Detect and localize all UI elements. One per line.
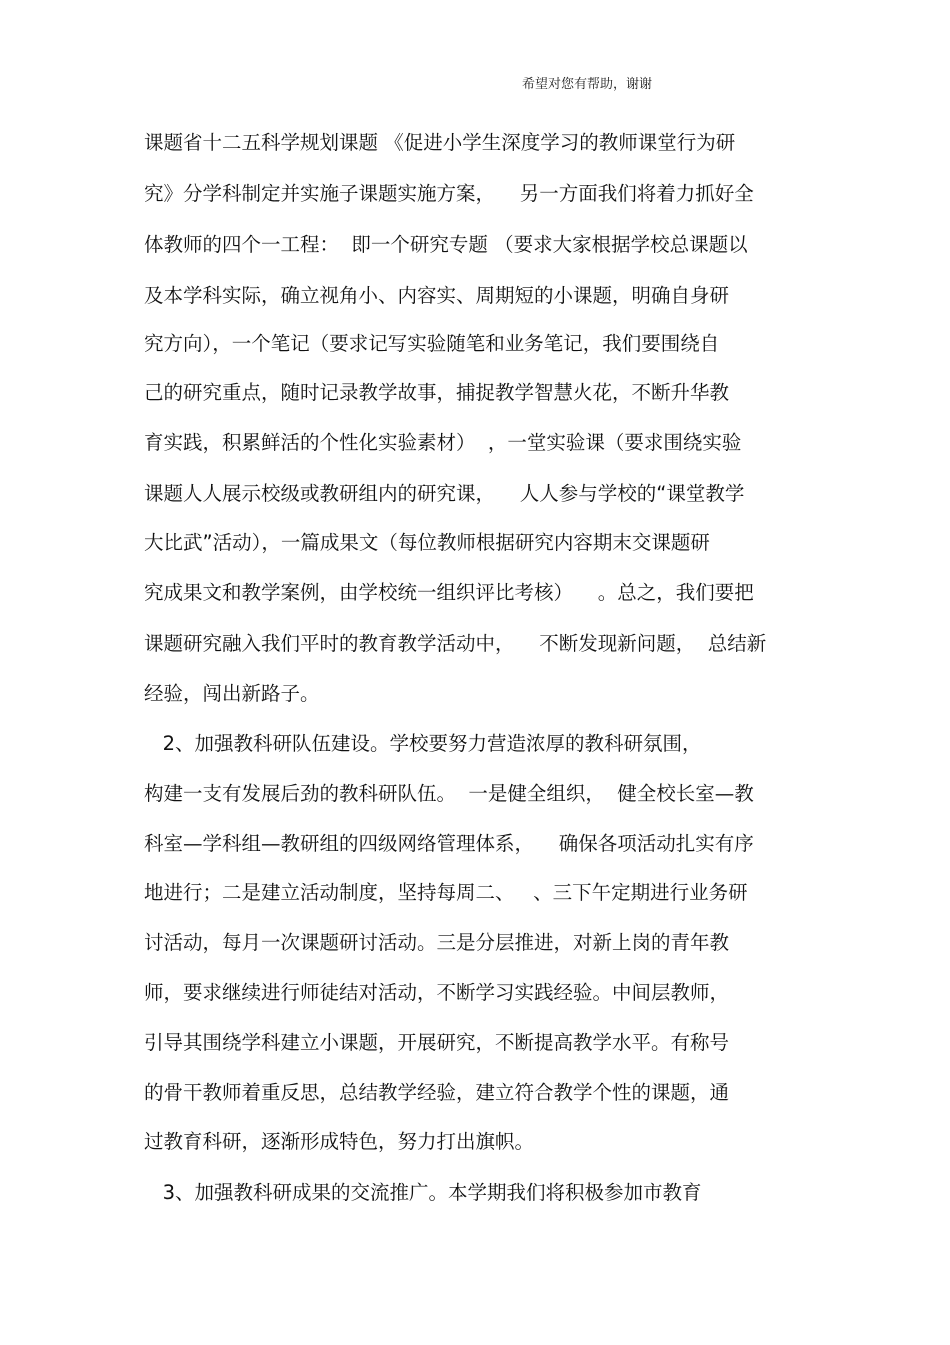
text-line: 课题省十二五科学规划课题 《促进小学生深度学习的教师课堂行为研: [144, 131, 736, 154]
paragraph-2-heading: 2、加强教科研队伍建设。学校要努力营造浓厚的教科研氛围，: [144, 732, 702, 755]
text-line: 究方向），一个笔记（要求记写实验随笔和业务笔记，我们要围绕自: [144, 332, 720, 355]
text-line: 体教师的四个一工程： 即一个研究专题 （要求大家根据学校总课题以: [144, 233, 748, 256]
text-line: 的骨干教师着重反思，总结教学经验，建立符合教学个性的课题，通: [144, 1081, 730, 1104]
text-line: 及本学科实际，确立视角小、内容实、周期短的小课题，明确自身研: [144, 284, 730, 307]
text-line: 过教育科研，逐渐形成特色，努力打出旗帜。: [144, 1130, 535, 1153]
text-line: 课题研究融入我们平时的教育教学活动中， 不断发现新问题， 总结新: [144, 632, 767, 655]
text-line: 究成果文和教学案例，由学校统一组织评比考核） 。总之，我们要把: [144, 581, 754, 604]
text-line: 讨活动，每月一次课题研讨活动。三是分层推进，对新上岗的青年教: [144, 931, 730, 954]
text-line: 究》分学科制定并实施子课题实施方案， 另一方面我们将着力抓好全: [144, 182, 754, 205]
text-line: 构建一支有发展后劲的教科研队伍。 一是健全组织， 健全校长室—教: [144, 782, 754, 805]
text-line: 己的研究重点，随时记录教学故事，捕捉教学智慧火花，不断升华教: [144, 381, 730, 404]
text-line: 地进行；二是建立活动制度，坚持每周二、 、三下午定期进行业务研: [144, 881, 748, 904]
text-line: 经验，闯出新路子。: [144, 682, 320, 705]
text-line: 育实践，积累鲜活的个性化实验素材） ，一堂实验课（要求围绕实验: [144, 431, 742, 454]
text-line: 大比武”活动），一篇成果文（每位教师根据研究内容期末交课题研: [144, 531, 710, 554]
header-note: 希望对您有帮助，谢谢: [522, 77, 653, 92]
text-line: 课题人人展示校级或教研组内的研究课， 人人参与学校的“课堂教学: [144, 482, 745, 505]
text-line: 科室—学科组—教研组的四级网络管理体系， 确保各项活动扎实有序: [144, 832, 754, 855]
paragraph-3-heading: 3、加强教科研成果的交流推广。本学期我们将积极参加市教育: [144, 1181, 702, 1204]
text-line: 师，要求继续进行师徒结对活动，不断学习实践经验。中间层教师，: [144, 981, 730, 1004]
text-line: 引导其围绕学科建立小课题，开展研究，不断提高教学水平。有称号: [144, 1031, 730, 1054]
